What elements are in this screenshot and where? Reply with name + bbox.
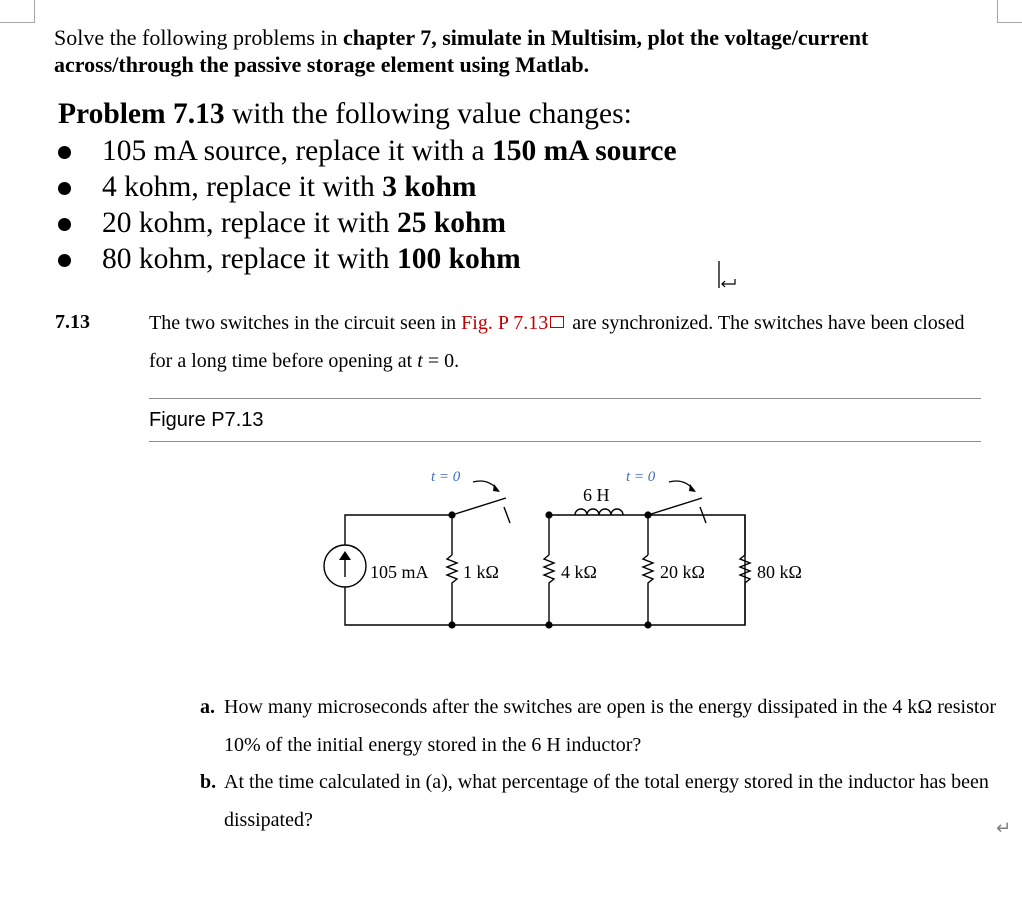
- problem-heading: [58, 96, 632, 132]
- text-cursor-icon: [716, 260, 738, 290]
- list-item: [200, 764, 1000, 839]
- switch-2-label: t = 0: [626, 469, 656, 485]
- question-label: b.: [200, 771, 217, 793]
- intro-text: Solve the following problems in: [54, 25, 344, 50]
- change-text: 105 mA source, replace it with a: [102, 135, 492, 167]
- time-equation: = 0.: [422, 349, 460, 372]
- node: [448, 621, 455, 628]
- change-value: 3 kohm: [382, 171, 477, 203]
- problem-heading-text: with the following value changes:: [224, 98, 632, 130]
- intro-bold-text: chapter 7, simulate in Multisim, plot the voltage/current across/through the passive storage element using Matlab.: [54, 25, 869, 77]
- figure-top-rule: [149, 398, 981, 399]
- bullet-dot-icon: [58, 218, 71, 231]
- assignment-instructions: [54, 24, 994, 78]
- bullet-dot-icon: [58, 254, 71, 267]
- change-text: 80 kohm, replace it with: [102, 243, 397, 275]
- change-value: 150 mA source: [491, 135, 677, 167]
- node: [644, 621, 651, 628]
- statement-text: The two switches in the circuit seen in: [149, 312, 462, 334]
- node: [644, 511, 651, 518]
- statement-text: are synchronized. The switches have been closed for a long time before opening at: [149, 312, 965, 372]
- questions-list: [200, 689, 1000, 839]
- change-text: 4 kohm, replace it with: [102, 171, 383, 203]
- page-corner-top-left: [0, 0, 35, 23]
- circuit-diagram: [310, 460, 830, 640]
- switch-1-label: t = 0: [431, 469, 461, 485]
- question-text: How many microseconds after the switches are open is the energy dissipated in the 4 kΩ resistor 10% of the initial energy stored in the 6 H inductor?: [224, 696, 997, 756]
- node: [545, 621, 552, 628]
- wire-top-left: [345, 515, 452, 545]
- problem-number: Problem 7.13: [58, 98, 225, 130]
- r2-label: 4 kΩ: [561, 562, 597, 582]
- switch-1-contact: [504, 507, 510, 523]
- return-arrow-icon: ↵: [996, 818, 1012, 839]
- question-text: At the time calculated in (a), what percentage of the total energy stored in the inductor has been dissipated?: [224, 771, 989, 831]
- list-item: [200, 689, 1000, 764]
- resistor-20k: [643, 555, 653, 587]
- source-label: 105 mA: [370, 562, 429, 582]
- switch-1-blade: [452, 498, 506, 515]
- textbook-problem-statement: [149, 305, 989, 380]
- change-text: 20 kohm, replace it with: [102, 207, 397, 239]
- figure-link-icon[interactable]: [550, 316, 564, 328]
- r3-label: 20 kΩ: [660, 562, 705, 582]
- page-corner-top-right: [997, 0, 1022, 23]
- list-item: [58, 241, 677, 277]
- node: [448, 511, 455, 518]
- figure-bottom-rule: [149, 441, 981, 442]
- switch-2-blade: [648, 498, 702, 515]
- switch-1-arrowhead: [493, 484, 500, 492]
- r4-label: 80 kΩ: [757, 562, 802, 582]
- question-label: a.: [200, 696, 215, 718]
- list-item: [58, 205, 677, 241]
- resistor-4k: [544, 555, 554, 587]
- source-arrow-head: [339, 551, 351, 560]
- node: [545, 511, 552, 518]
- switch-2-arrowhead: [689, 484, 696, 492]
- bullet-dot-icon: [58, 146, 71, 159]
- value-changes-list: [58, 133, 677, 277]
- inductor-6h: [575, 509, 623, 515]
- figure-title: Figure P7.13: [149, 409, 264, 431]
- figure-link[interactable]: Fig. P 7.13: [461, 312, 549, 334]
- r1-label: 1 kΩ: [463, 562, 499, 582]
- list-item: [58, 169, 677, 205]
- change-value: 100 kohm: [396, 243, 521, 275]
- resistor-1k: [447, 555, 457, 587]
- inductor-label: 6 H: [583, 485, 610, 505]
- list-item: [58, 133, 677, 169]
- textbook-problem-number: 7.13: [55, 311, 90, 333]
- time-variable: t: [417, 349, 423, 372]
- bullet-dot-icon: [58, 182, 71, 195]
- change-value: 25 kohm: [396, 207, 506, 239]
